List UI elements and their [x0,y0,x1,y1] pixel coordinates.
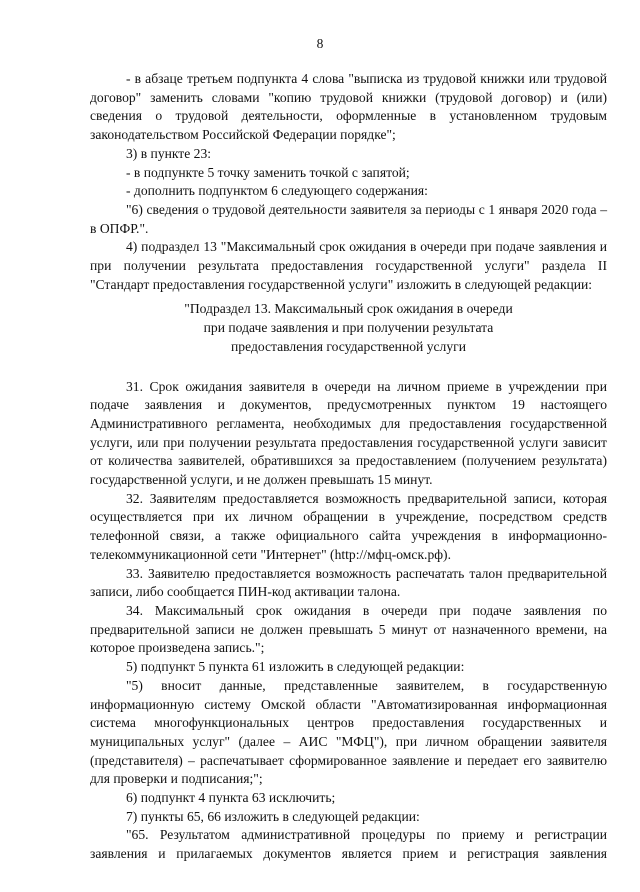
spacer [90,357,607,378]
paragraph-subpoint-5-text: "5) вносит данные, представленные заявителем, в государственную информационную систему Омской области "Автоматизированная информационная система многофункциональных центров предоставления государственных и муниципальных услуг" (далее – АИС "МФЦ"), при личном обращении заявителя (представителя) – распечатывает сформированное заявление и передает его заявителю для проверки и подписания;"; [90,677,607,787]
paragraph-32: 32. Заявителям предоставляется возможность предварительной записи, которая осуществляется при их личном обращении в учреждение, посредством средств телефонной связи, а также официального сайта учреждения в информационно-телекоммуникационной сети "Интернет" (http://мфц-омск.рф). [90,490,607,562]
paragraph-65: "65. Результатом административной процедуры по приему и регистрации заявления и прилагаемых документов является прием и регистрация заявления [90,827,607,862]
paragraph-item-7: 7) пункты 65, 66 изложить в следующей редакции: [126,808,420,824]
page-number: 8 [316,36,324,51]
heading-line: предоставления государственной услуги [231,338,466,354]
paragraph-amend-subpoint-4: - в абзаце третьем подпункта 4 слова "выписка из трудовой книжки или трудовой договор" заменить словами "копию трудовой книжки (трудовой договор) и (или) сведения о трудовой деятельности, оформленные в установленном трудовым законодательством Российской Федерации порядке"; [90,71,607,143]
paragraph-33: 33. Заявителю предоставляется возможность распечатать талон предварительной записи, либо сообщается ПИН-код активации талона. [90,565,607,600]
heading-line: "Подраздел 13. Максимальный срок ожидания в очереди [184,301,513,317]
paragraph-add-subpoint-6: - дополнить подпунктом 6 следующего содержания: [126,183,428,199]
paragraph-item-23: 3) в пункте 23: [126,145,212,161]
document-body [90,70,607,864]
subsection-heading [90,300,607,356]
paragraph-item-5: 5) подпункт 5 пункта 61 изложить в следующей редакции: [126,659,465,675]
paragraph-31: 31. Срок ожидания заявителя в очереди на личном приеме в учреждении при подаче заявления и документов, предусмотренных пунктом 19 настоящего Административного регламента, необходимых для предоставления государственной услуги, или при получении результата предоставления государственной услуги зависит от количества заявителей, обратившихся за предоставлением (получением результата) государственной услуги, и не должен превышать 15 минут. [90,378,607,488]
paragraph-item-6: 6) подпункт 4 пункта 63 исключить; [126,790,336,806]
heading-line: при подаче заявления и при получении результата [203,320,494,336]
paragraph-subpoint-6-text: "6) сведения о трудовой деятельности заявителя за периоды с 1 января 2020 года – в ОПФР.". [90,201,607,236]
paragraph-subsection-13: 4) подраздел 13 "Максимальный срок ожидания в очереди при подаче заявления и при получении результата предоставления государственной услуги" раздела II "Стандарт предоставления государственной услуги" изложить в следующей редакции: [90,239,607,292]
paragraph-34: 34. Максимальный срок ожидания в очереди при подаче заявления по предварительной записи не должен превышать 5 минут от назначенного времени, на которое произведена запись."; [90,602,607,656]
paragraph-subpoint-5: - в подпункте 5 точку заменить точкой с запятой; [126,164,410,180]
